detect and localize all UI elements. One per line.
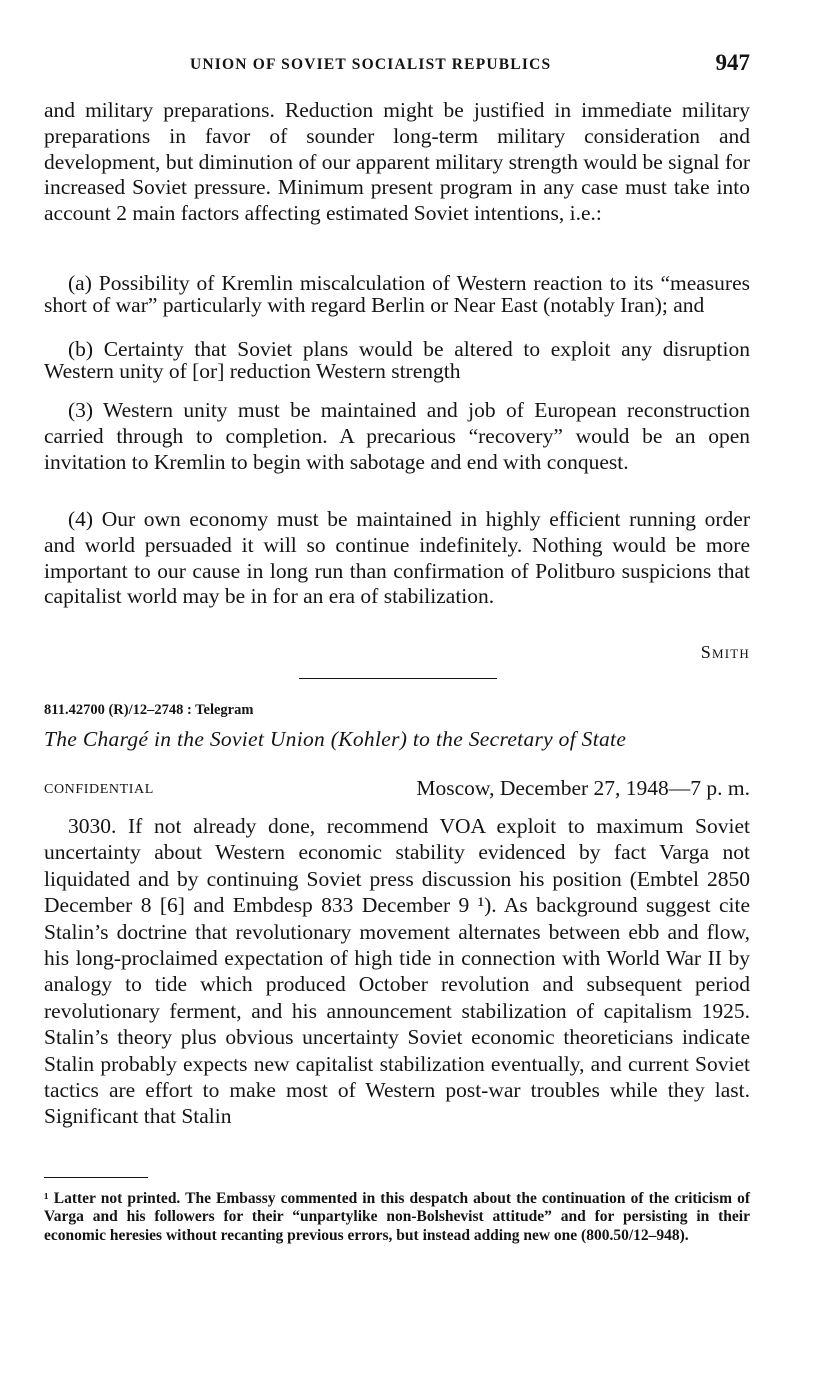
- document-title: The Chargé in the Soviet Union (Kohler) to the Secretary of State: [44, 727, 627, 751]
- footnote-divider: [44, 1177, 148, 1178]
- factor-a-paragraph: (a) Possibility of Kremlin miscalculation of Western reaction to its “measures short of war” particularly with regard Berlin or Near East (notably Iran); and: [44, 271, 750, 317]
- point-3-paragraph: (3) Western unity must be maintained and job of European reconstruction carried through to completion. A precarious “recovery” would be an open invitation to Kremlin to begin with sabotage and end with conquest.: [44, 398, 750, 474]
- running-title: UNION OF SOVIET SOCIALIST REPUBLICS: [190, 56, 552, 73]
- document-divider: [299, 678, 497, 679]
- factor-b-paragraph: (b) Certainty that Soviet plans would be altered to exploit any disruption Western unity of [or] reduction Western strength: [44, 337, 750, 383]
- dateline: Moscow, December 27, 1948—7 p. m.: [416, 776, 750, 800]
- point-4-paragraph: (4) Our own economy must be maintained in highly efficient running order and world persuaded it will so continue indefinitely. Nothing would be more important to our cause in long run than confirmation of Politburo suspicions that capitalist world may be in for an era of stabilization.: [44, 507, 750, 609]
- file-reference: 811.42700 (R)/12–2748 : Telegram: [44, 702, 254, 718]
- telegram-body: 3030. If not already done, recommend VOA exploit to maximum Soviet uncertainty about Western economic stability evidenced by fact Varga not liquidated and by continuing Soviet press discussion his position (Embtel 2850 December 8 [6] and Embdesp 833 December 9 ¹). As background suggest cite Stalin’s doctrine that revolutionary movement alternates between ebb and flow, his long-proclaimed expectation of high tide in connection with World War II by analogy to tide which produced October revolution and subsequent period revolutionary ferment, and his announcement stabilization of capitalism 1925. Stalin’s theory plus obvious uncertainty Soviet economic theoreticians indicate Stalin probably expects new capitalist stabilization eventually, and current Soviet tactics are effort to make most of Western post-war troubles while they last. Significant that Stalin: [44, 814, 750, 1129]
- signature: Smith: [700, 642, 750, 662]
- page-number: 947: [715, 50, 750, 75]
- classification-label: CONFIDENTIAL: [44, 782, 154, 797]
- footnote: ¹ Latter not printed. The Embassy commented in this despatch about the continuation of the criticism of Varga and his followers for their “unpartylike non-Bolshevist attitude” and for persisting in their economic heresies without recanting previous errors, but instead adding new one (800.50/12–948).: [44, 1190, 750, 1244]
- intro-paragraph: and military preparations. Reduction might be justified in immediate military preparations in favor of sounder long-term military consideration and development, but diminution of our apparent military strength would be signal for increased Soviet pressure. Minimum present program in any case must take into account 2 main factors affecting estimated Soviet intentions, i.e.:: [44, 98, 750, 226]
